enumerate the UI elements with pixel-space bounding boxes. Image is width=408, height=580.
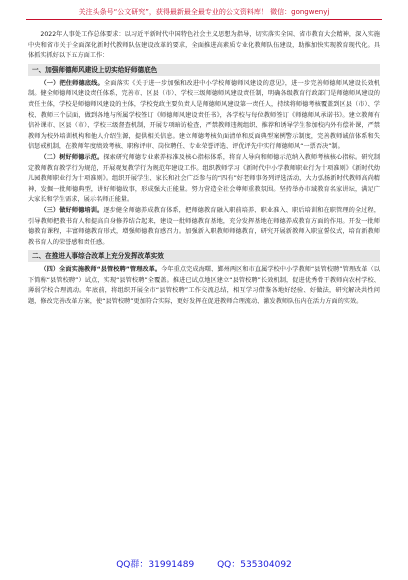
item-4-text: 今年重点完成海曙、鄞州两区和市直属学校中小学教师“县管校聘”管理改革（以下简称“县管校聘”）试点，实现“县管校聘”全覆盖。推进已试点地区建立“县管校聘”长效机制，促进优秀骨干教师向农村学校、薄弱学校合理流动。年底前，将组织开展全市“县管校聘”工作交流总结，相互学习借鉴各地好经验、好做法，研究解决共性问题，修改完善改革方案，使“县管校聘”更加符合实际，更好发挥在促进教师合理流动、激发教师队伍内在活力方面的实效。	[28, 266, 380, 306]
page-header: 关注头条号“公文研究”，获得最新最全最专业的公文资料库！ 微信：gongwenyj	[26, 7, 382, 20]
item-3-lead: （三）做好师德培训。	[40, 206, 104, 214]
section-heading-1: 一、加强师德师风建设上切实给好师德底色	[28, 64, 380, 76]
item-1-lead: （一）把住师德底线。	[40, 79, 104, 87]
intro-paragraph: 2022年人事处工作总体要求：以习近平新时代中国特色社会主义思想为指导，切实落实全国、省市教育大会精神，深入实施中央和省市关于全面深化新时代教师队伍建设改革的要求，全面推进高素质专业化教师队伍建设，助推加快实现教育现代化。具体抓实抓好以下五方面工作：	[28, 31, 380, 60]
document-body	[28, 24, 380, 308]
item-1-text: 全面落实《关于进一步加强和改进中小学校师德师风建设的意见》，进一步完善师德师风建设长效机制。健全师德师风建设责任体系，完善市、区县（市）、学校三级师德师风建设责任制，明确各级教育行政部门是师德师风建设的责任主体，学校是师德师风建设的主体，学校党政主要负责人是师德师风建设第一责任人，持续将师德考核覆盖到区县（市）、学校、教师三个层面，做到各地与所属学校签订《师德师风建设责任书》，各学校与每位教师签订《师德师风承诺书》。建立教师有信补课市、区县（市）、学校三级督查机制，开展专项暗访检查，严禁教师违规组织、推荐和诱导学生参加校内外有偿补课，严禁教师为校外培训机构和他人介绍生源，提供相关信息。建立师德考核负面清单和反面典型案例警示制度，完善教师诚信体系和失信惩戒机制，在教师年度绩效考核、职称评审、岗位聘任、专业荣誉评选、评优评先中实行师德师风“一票否决”制。	[28, 79, 380, 151]
item-3-text: 逐步健全师德养成教育体系，把师德教育融入职前培养、职业准入、职后培训和在职管理的全过程，引导教师把教书育人和提高自身修养结合起来，建设一批师德教育基地，充分发挥基地在师德养成教育方面的作用。开发一批师德教育课程，丰富师德教育形式，增强师德教育感召力。加强新入职教师师德教育，研究开展新教师入职宣誓仪式，培育新教师教书育人的荣誉感和责任感。	[28, 206, 381, 246]
item-2-text: 探索研究师德专业素养标准及核心指标体系，将育人导向和师德示范纳入教师考核核心指标。研究制定教师教育教学行为规范，开展观复教学行为规范年建设工作。组织教师学习《新时代中小学教师职业行为十项准则》《新时代幼儿园教师职业行为十项准则》。组织开展学生、家长和社会广泛参与的“四有”好老师事务列评选活动，大力弘扬新时代教师高尚精神，发掘一批师德典型，讲好师德故事，形成强大正能量。努力营造全社会尊师重教氛围。坚持举办市域教育名家讲坛，满足广大家长和学生需求，展示名师正能量。	[28, 153, 381, 204]
section-heading-2: 二、在推进人事综合改革上充分发挥改革实效	[28, 250, 380, 262]
item-4-paragraph	[28, 265, 380, 307]
item-3-paragraph	[28, 206, 380, 248]
footer-qq: QQ：535304092	[217, 560, 292, 570]
footer-qq-group: QQ群：31991489	[116, 560, 195, 570]
item-1-paragraph	[28, 79, 380, 153]
item-2-paragraph	[28, 153, 380, 206]
page-footer	[0, 557, 408, 570]
item-4-lead: （四）全面实施教师“县管校聘”管理改革。	[40, 266, 162, 274]
item-2-lead: （二）树好师德示范。	[40, 153, 104, 161]
